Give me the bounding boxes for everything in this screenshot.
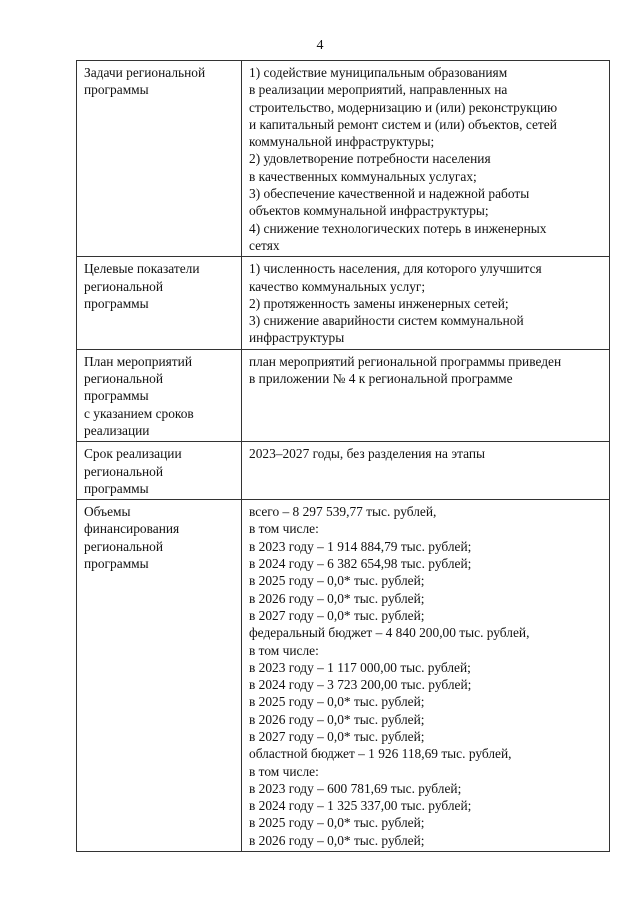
value-line: в приложении № 4 к региональной программе [249,371,513,387]
value-line: в 2025 году – 0,0* тыс. рублей; [249,815,425,831]
value-line: план мероприятий региональной программы приведен [249,353,562,369]
table-row [77,442,610,500]
value-line: 1) численность населения, для которого улучшится [249,261,542,277]
label-line: План мероприятий [84,353,192,369]
value-line: федеральный бюджет – 4 840 200,00 тыс. рублей, [249,625,530,641]
value-line: в 2025 году – 0,0* тыс. рублей; [249,694,425,710]
label-line: Срок реализации [84,446,182,462]
value-line: в 2023 году – 1 117 000,00 тыс. рублей; [249,659,471,675]
label-line: Целевые показатели [84,261,200,277]
value-line: 1) содействие муниципальным образованиям [249,65,508,80]
page-number: 4 [316,38,324,53]
table-row [77,349,610,441]
value-line: 3) обеспечение качественной и надежной работы [249,186,530,202]
value-line: 4) снижение технологических потерь в инженерных [249,220,547,236]
row-label [77,349,242,441]
table-row [77,257,610,349]
value-line: в 2027 году – 0,0* тыс. рублей; [249,607,425,623]
value-line: в 2026 году – 0,0* тыс. рублей; [249,711,425,727]
row-value [242,442,610,500]
row-value [242,257,610,349]
value-line: 2023–2027 годы, без разделения на этапы [249,446,486,462]
value-line: коммунальной инфраструктуры; [249,134,435,150]
value-line: объектов коммунальной инфраструктуры; [249,203,489,219]
value-line: в 2026 году – 0,0* тыс. рублей; [249,590,425,606]
value-line: в том числе: [249,521,319,537]
row-label [77,61,242,257]
value-line: в том числе: [249,642,319,658]
label-line: программы [84,480,149,496]
value-line: сетях [249,237,280,253]
value-line: в 2027 году – 0,0* тыс. рублей; [249,728,425,744]
value-line: областной бюджет – 1 926 118,69 тыс. рублей, [249,746,512,762]
label-line: Объемы [84,504,131,520]
label-line: региональной [84,278,164,294]
value-line: в 2024 году – 1 325 337,00 тыс. рублей; [249,798,472,814]
row-value [242,500,610,852]
value-line: и капитальный ремонт систем и (или) объектов, сетей [249,116,557,132]
row-label [77,257,242,349]
value-line: строительство, модернизацию и (или) реконструкцию [249,99,558,115]
row-value [242,61,610,257]
label-line: программы [84,556,149,572]
label-line: программы [84,295,149,311]
value-line: в реализации мероприятий, направленных на [249,82,508,98]
value-line: в 2025 году – 0,0* тыс. рублей; [249,573,425,589]
row-label [77,442,242,500]
label-line: реализации [84,422,150,438]
label-line: программы [84,388,149,404]
program-passport-table [76,60,610,852]
value-line: в том числе: [249,763,319,779]
value-line: в 2023 году – 600 781,69 тыс. рублей; [249,780,462,796]
label-line: Задачи региональной [84,65,206,80]
value-line: 2) удовлетворение потребности населения [249,151,491,167]
value-line: инфраструктуры [249,330,345,346]
table-row [77,61,610,257]
value-line: всего – 8 297 539,77 тыс. рублей, [249,504,437,520]
label-line: региональной [84,538,164,554]
value-line: качество коммунальных услуг; [249,278,426,294]
label-line: с указанием сроков [84,405,194,421]
value-line: в 2023 году – 1 914 884,79 тыс. рублей; [249,538,472,554]
value-line: в 2024 году – 3 723 200,00 тыс. рублей; [249,677,472,693]
value-line: в 2024 году – 6 382 654,98 тыс. рублей; [249,556,472,572]
value-line: в качественных коммунальных услугах; [249,168,477,184]
value-line: 2) протяженность замены инженерных сетей; [249,295,509,311]
label-line: программы [84,82,149,98]
value-line: в 2026 году – 0,0* тыс. рублей; [249,832,425,848]
label-line: финансирования [84,521,180,537]
table-row [77,500,610,852]
label-line: региональной [84,371,164,387]
value-line: 3) снижение аварийности систем коммунальной [249,313,524,329]
row-label [77,500,242,852]
label-line: региональной [84,463,164,479]
row-value [242,349,610,441]
